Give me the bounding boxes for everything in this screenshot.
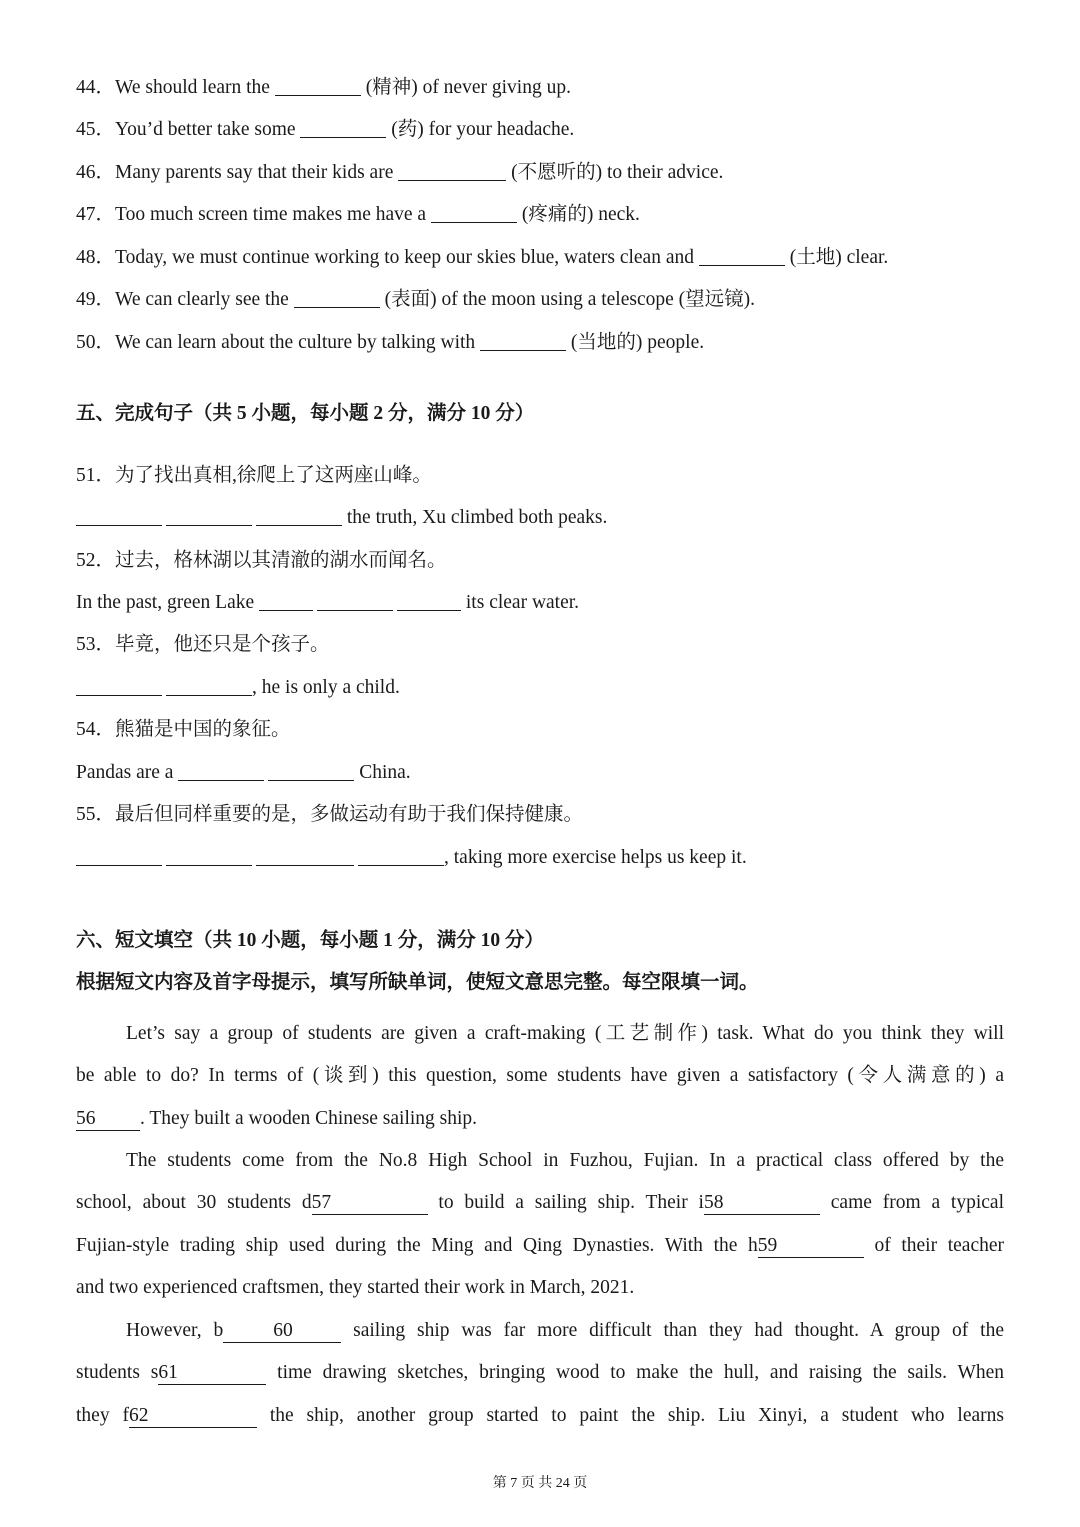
question-48: 48．Today, we must continue working to keep our skies blue, waters clean and (土地) clear. [76,247,889,268]
answer-blank[interactable] [268,761,354,781]
answer-blank[interactable] [294,288,380,308]
passage-line: Let’s say a group of students are given a craft-making (工艺制作) task. What do you think they will [126,1023,1004,1044]
answer-blank[interactable] [398,161,506,181]
blank-59[interactable]: 59 [758,1235,864,1258]
question-44: 44．We should learn the (精神) of never giving up. [76,77,571,98]
question-55-prompt: 55．最后但同样重要的是，多做运动有助于我们保持健康。 [76,804,584,825]
question-53-answer: , he is only a child. [76,675,1004,701]
answer-blank[interactable] [431,203,517,223]
question-47: 47．Too much screen time makes me have a (疼痛的) neck. [76,204,640,225]
answer-blank[interactable] [76,846,162,866]
answer-blank[interactable] [358,846,444,866]
question-52-prompt: 52．过去，格林湖以其清澈的湖水而闻名。 [76,550,447,571]
answer-blank[interactable] [300,118,386,138]
answer-blank[interactable] [256,506,342,526]
answer-blank[interactable] [317,591,393,611]
section-6-title: 六、短文填空（共 10 小题，每小题 1 分，满分 10 分） [76,930,545,951]
question-52-answer: In the past, green Lake its clear water. [76,592,580,613]
blank-62[interactable]: 62 [129,1405,257,1428]
question-54-prompt: 54．熊猫是中国的象征。 [76,719,291,740]
passage-line: The students come from the No.8 High School in Fuzhou, Fujian. In a practical class offered by the [126,1150,1004,1171]
answer-blank[interactable] [166,676,252,696]
question-53-prompt: 53．毕竟，他还只是个孩子。 [76,634,330,655]
blank-58[interactable]: 58 [704,1192,820,1215]
answer-blank[interactable] [166,506,252,526]
passage-line: 56 . They built a wooden Chinese sailing ship. [76,1108,478,1129]
blank-57[interactable]: 57 [312,1192,428,1215]
section-5-title: 五、完成句子（共 5 小题，每小题 2 分，满分 10 分） [76,403,535,424]
passage-line: However, b 60 sailing ship was far more difficult than they had thought. A group of the [126,1320,1005,1341]
passage-line: students s61 time drawing sketches, bringing wood to make the hull, and raising the sails. When [76,1362,1005,1383]
passage-line: school, about 30 students d57 to build a sailing ship. Their i58 came from a typical [76,1192,1004,1213]
answer-blank[interactable] [275,76,361,96]
answer-blank[interactable] [76,676,162,696]
page-number: 第 7 页 共 24 页 [492,1476,588,1491]
question-49: 49．We can clearly see the (表面) of the moon using a telescope (望远镜). [76,289,756,310]
passage-line: Fujian-style trading ship used during the Ming and Qing Dynasties. With the h59 of their teacher [76,1235,1005,1256]
question-51-answer: the truth, Xu climbed both peaks. [76,505,1004,531]
question-55-answer: , taking more exercise helps us keep it. [76,845,1004,871]
blank-56[interactable]: 56 [76,1108,140,1131]
answer-blank[interactable] [178,761,264,781]
question-51-prompt: 51．为了找出真相,徐爬上了这两座山峰。 [76,465,432,486]
section-6-instruction: 根据短文内容及首字母提示，填写所缺单词，使短文意思完整。每空限填一词。 [76,972,759,993]
blank-60[interactable]: 60 [223,1320,341,1343]
answer-blank[interactable] [166,846,252,866]
passage-line: they f62 the ship, another group started to paint the ship. Liu Xinyi, a student who learns [76,1405,1004,1426]
passage-line: be able to do? In terms of (谈到) this question, some students have given a satisfactory (令人满意的) a [76,1065,1004,1086]
passage-line: and two experienced craftsmen, they started their work in March, 2021. [76,1277,635,1298]
answer-blank[interactable] [259,591,313,611]
answer-blank[interactable] [699,246,785,266]
question-45: 45．You’d better take some (药) for your headache. [76,119,575,140]
answer-blank[interactable] [256,846,354,866]
blank-61[interactable]: 61 [158,1362,266,1385]
question-50: 50．We can learn about the culture by talking with (当地的) people. [76,332,705,353]
answer-blank[interactable] [397,591,461,611]
question-54-answer: Pandas are a China. [76,762,411,783]
answer-blank[interactable] [480,331,566,351]
answer-blank[interactable] [76,506,162,526]
question-46: 46．Many parents say that their kids are (不愿听的) to their advice. [76,162,724,183]
